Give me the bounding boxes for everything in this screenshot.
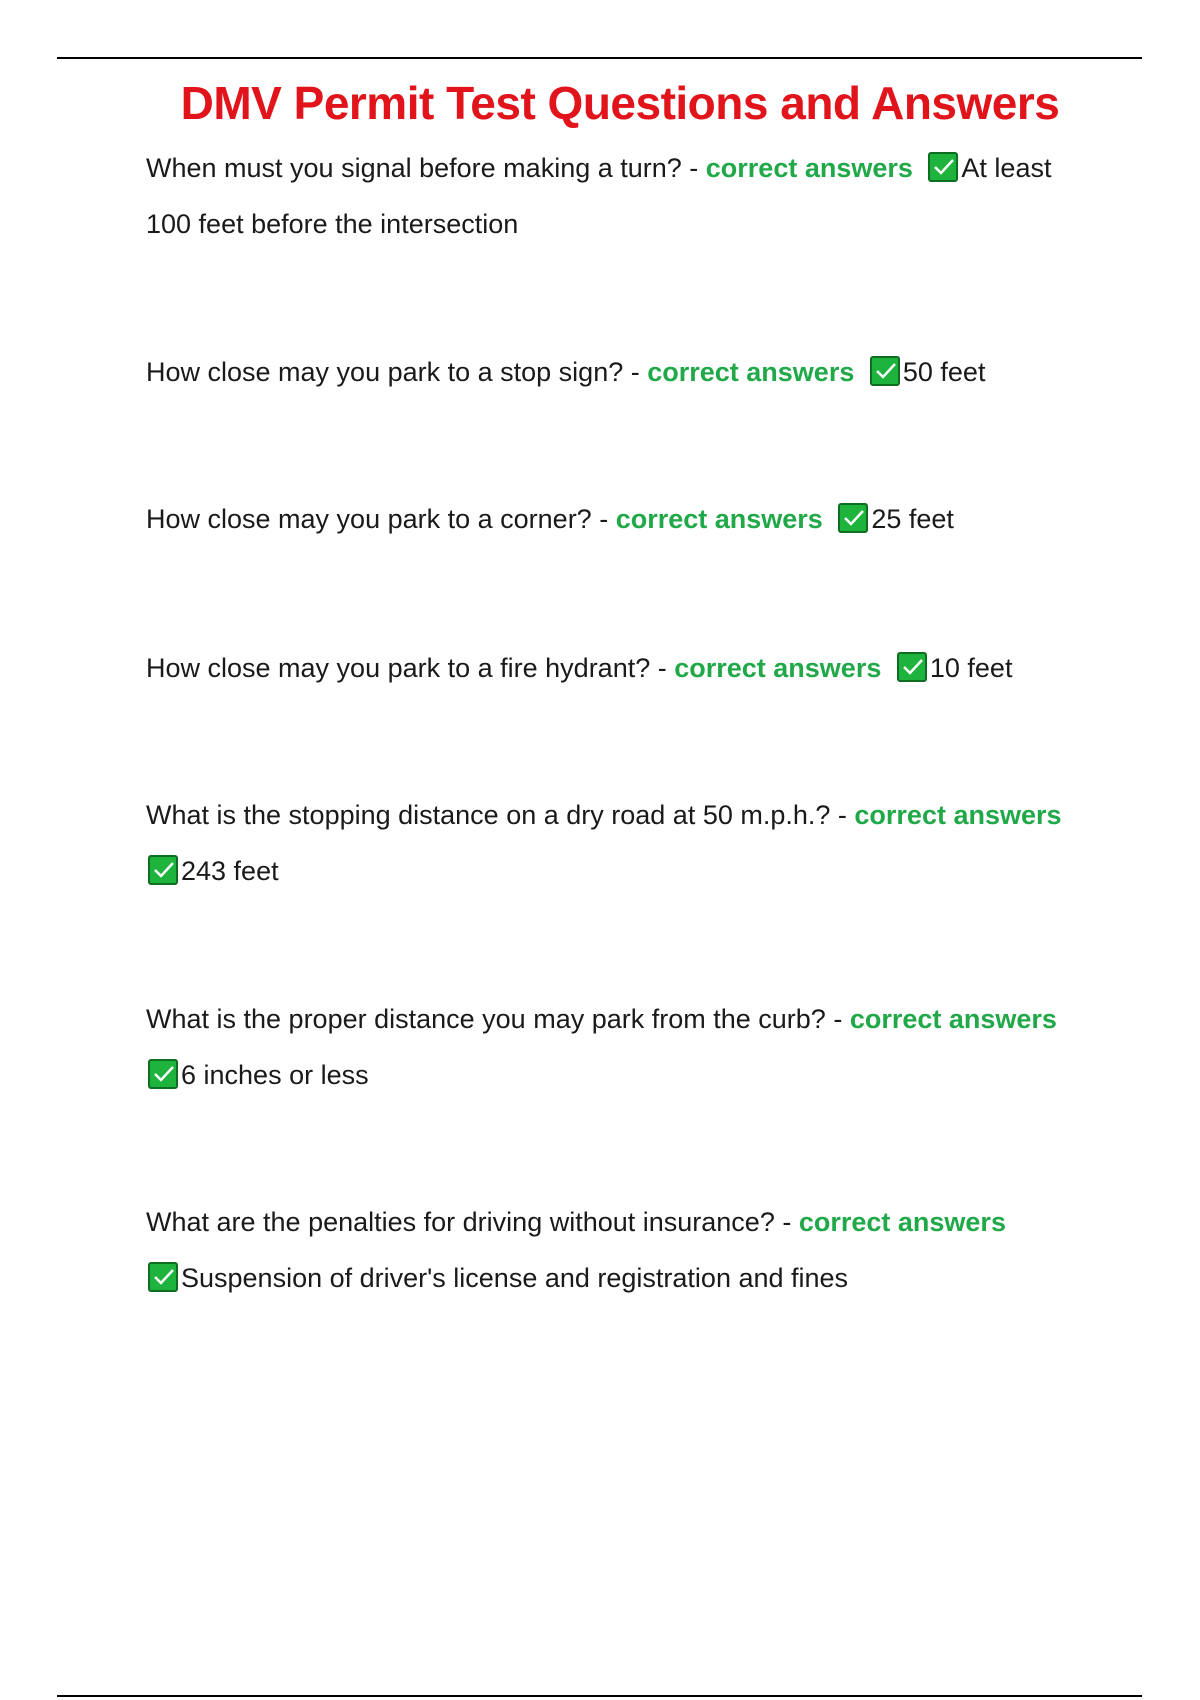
question-text: How close may you park to a corner? -: [146, 504, 616, 534]
question-text: When must you signal before making a turn? -: [146, 153, 706, 183]
qa-item: [146, 344, 1091, 400]
qa-item: [146, 491, 1091, 547]
top-rule: [57, 57, 1142, 59]
answer-text: 50 feet: [902, 357, 986, 387]
qa-item: [146, 991, 1091, 1103]
bottom-rule: [57, 1695, 1142, 1697]
correct-answers-label: correct answers: [705, 153, 913, 183]
correct-answers-label: correct answers: [849, 1004, 1057, 1034]
question-text: How close may you park to a fire hydrant? -: [146, 653, 675, 683]
checkmark-icon: [897, 652, 927, 682]
correct-answers-label: correct answers: [647, 357, 855, 387]
qa-item: [146, 140, 1091, 252]
checkmark-icon: [928, 152, 958, 182]
checkmark-icon: [870, 356, 900, 386]
answer-text: 243 feet: [181, 856, 279, 886]
correct-answers-label: correct answers: [615, 504, 823, 534]
checkmark-icon: [148, 1059, 178, 1089]
qa-item: [146, 787, 1091, 899]
correct-answers-label: correct answers: [798, 1207, 1006, 1237]
answer-text: 10 feet: [929, 653, 1013, 683]
checkmark-icon: [148, 1262, 178, 1292]
page-title: DMV Permit Test Questions and Answers: [180, 77, 1060, 129]
qa-item: [146, 1194, 1091, 1306]
checkmark-icon: [148, 855, 178, 885]
qa-item: [146, 640, 1091, 696]
correct-answers-label: correct answers: [674, 653, 882, 683]
answer-text: 6 inches or less: [181, 1060, 369, 1090]
question-text: What is the stopping distance on a dry road at 50 m.p.h.? -: [146, 800, 855, 830]
correct-answers-label: correct answers: [854, 800, 1062, 830]
answer-text: 25 feet: [871, 504, 954, 534]
question-text: How close may you park to a stop sign? -: [146, 357, 648, 387]
question-text: What are the penalties for driving without insurance? -: [146, 1207, 799, 1237]
checkmark-icon: [838, 503, 868, 533]
question-text: What is the proper distance you may park from the curb? -: [146, 1004, 850, 1034]
answer-text: Suspension of driver's license and registration and fines: [181, 1263, 849, 1293]
answer-text: At least 100 feet before the intersection: [146, 153, 1052, 239]
